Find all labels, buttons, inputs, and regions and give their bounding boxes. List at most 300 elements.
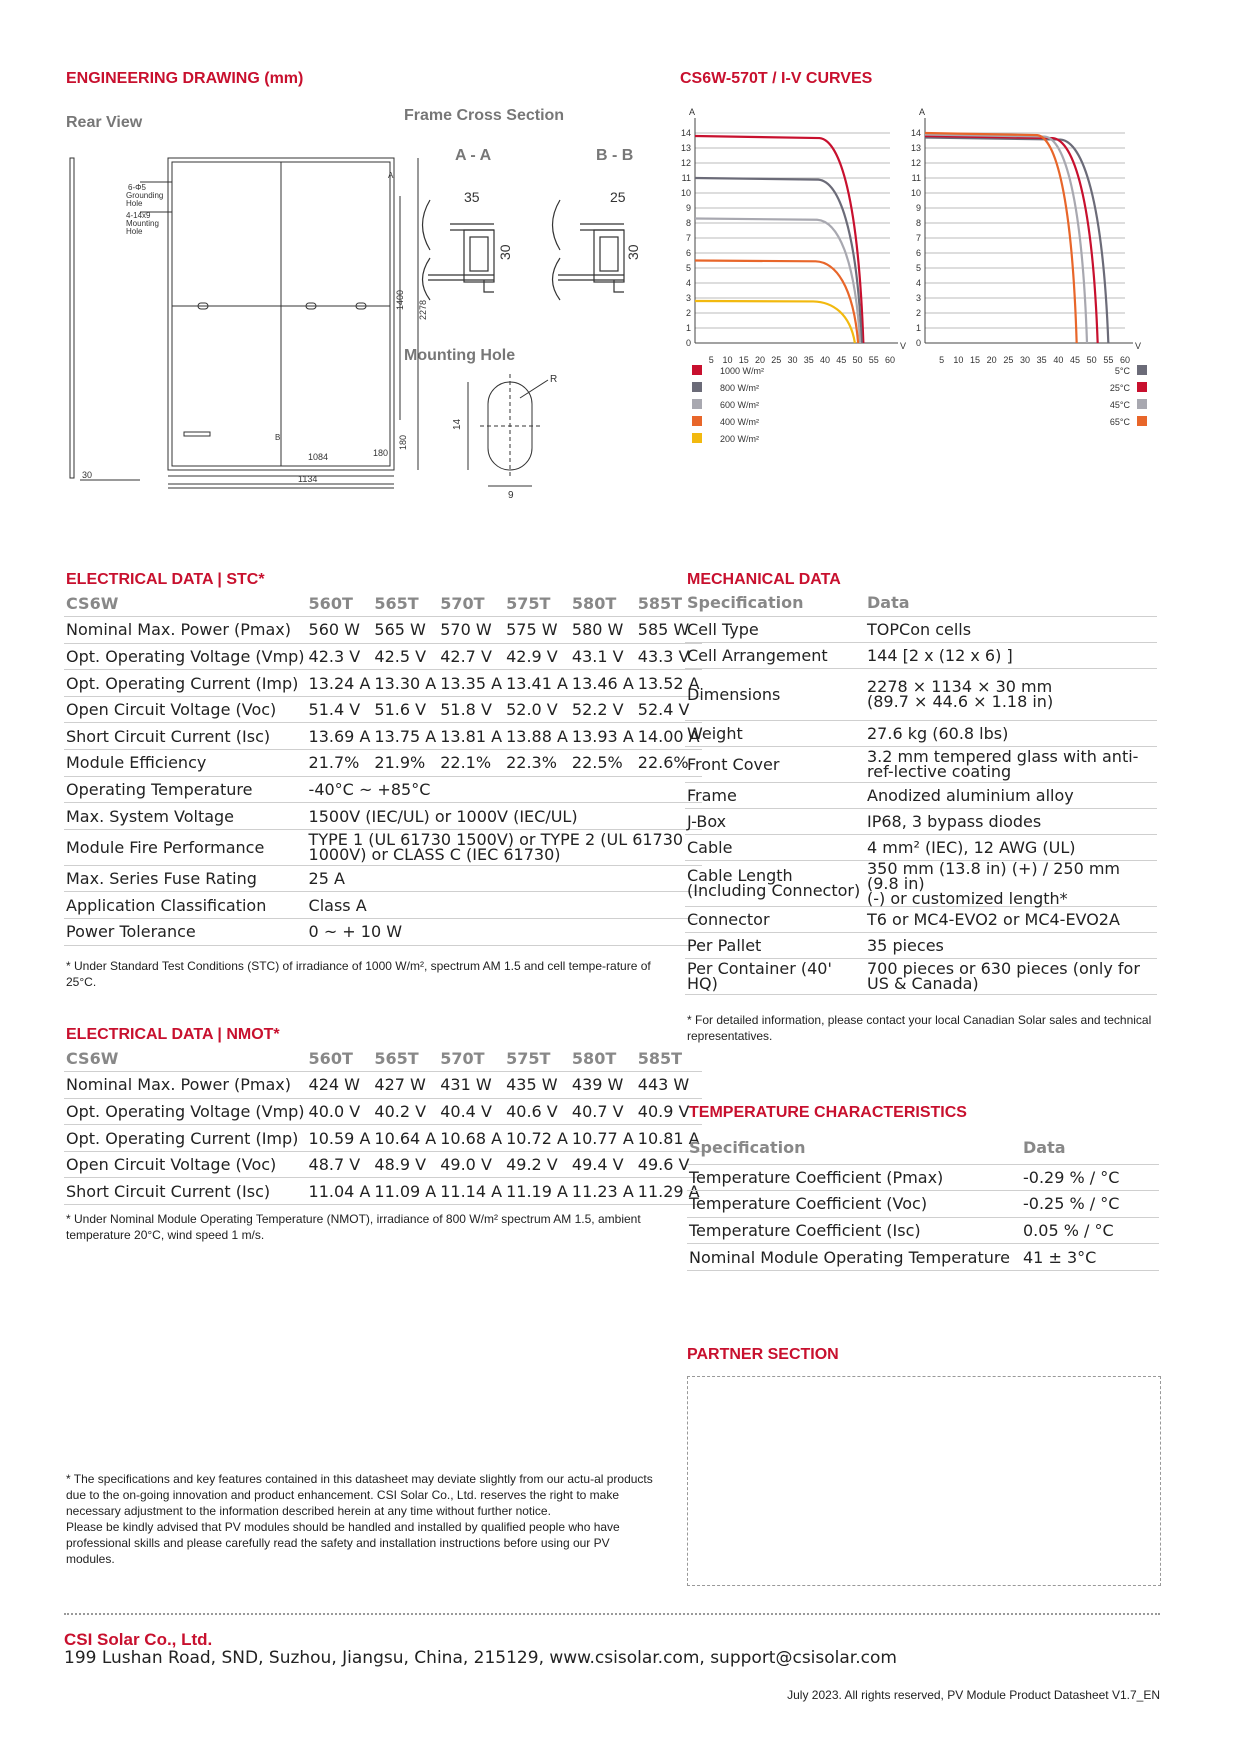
row-value: 42.3 V: [307, 643, 373, 670]
row-value: 40.2 V: [372, 1098, 438, 1125]
table-row: [685, 932, 1157, 958]
row-label: Application Classification: [64, 892, 307, 919]
header-cell: CS6W: [64, 1045, 307, 1072]
y-tick-label: 4: [915, 278, 921, 288]
x-tick-label: 40: [1053, 355, 1064, 365]
iv-curve: [695, 136, 863, 343]
row-value: 13.24 A: [307, 670, 373, 697]
row-value: 580 W: [570, 617, 636, 644]
y-tick-label: 4: [685, 278, 691, 288]
row-value: 43.3 V: [636, 643, 702, 670]
row-value: 10.68 A: [438, 1125, 504, 1152]
table-row: [64, 750, 702, 777]
row-value: 565 W: [372, 617, 438, 644]
iv-curve: [925, 136, 1098, 343]
partner-box: [687, 1376, 1161, 1586]
row-label: Connector: [685, 906, 865, 932]
elec-nmot-note: * Under Nominal Module Operating Temperature (NMOT), irradiance of 800 W/m² spectrum AM 1.5, ambient temperature 20°C, wind speed 1 m/s.: [66, 1212, 641, 1242]
row-label: Temperature Coefficient (Isc): [687, 1217, 1021, 1244]
y-tick-label: 8: [915, 218, 921, 228]
row-value: 49.2 V: [504, 1151, 570, 1178]
dim-180a: 180: [373, 448, 389, 458]
row-label: Module Efficiency: [64, 750, 307, 777]
y-tick-label: 3: [915, 293, 921, 303]
table-row: [64, 1125, 702, 1152]
x-tick-label: 25: [771, 355, 782, 365]
row-label: Short Circuit Current (Isc): [64, 723, 307, 750]
y-tick-label: 8: [685, 218, 691, 228]
x-tick-label: 40: [819, 355, 831, 365]
legend-swatch: [692, 365, 702, 375]
row-value: 13.41 A: [504, 670, 570, 697]
table-row: [687, 1164, 1159, 1191]
row-value: 13.75 A: [372, 723, 438, 750]
row-value: 3.2 mm tempered glass with anti-ref-lective coating: [865, 746, 1157, 782]
row-value: 22.5%: [570, 750, 636, 777]
x-tick-label: 25: [1003, 355, 1014, 365]
mh-height: 14: [452, 418, 463, 430]
table-row: [685, 782, 1157, 808]
y-tick-label: 0: [685, 338, 691, 348]
table-row: [64, 617, 702, 644]
header-cell: 565T: [372, 1045, 438, 1072]
row-label: Opt. Operating Current (Imp): [64, 670, 307, 697]
row-label: Dimensions: [685, 668, 865, 720]
x-tick-label: 50: [1086, 355, 1097, 365]
legend-label: 400 W/m²: [720, 417, 760, 427]
row-value: -0.25 % / °C: [1021, 1191, 1159, 1218]
dim-2278: 2278: [418, 299, 428, 320]
dim-1134: 1134: [298, 474, 318, 484]
table-row: [685, 860, 1157, 906]
iv-curve: [925, 135, 1087, 344]
mech-table: [685, 590, 1157, 995]
row-label: Per Pallet: [685, 932, 865, 958]
row-label: Cable: [685, 834, 865, 860]
row-value: 10.64 A: [372, 1125, 438, 1152]
x-tick-label: 10: [722, 355, 733, 365]
legend-swatch: [1137, 399, 1147, 409]
mh-width: 9: [508, 490, 514, 501]
x-tick-label: 5: [939, 355, 945, 365]
y-tick-label: 10: [910, 188, 921, 198]
row-label: Weight: [685, 720, 865, 746]
legend-label: 65°C: [1109, 417, 1130, 427]
y-tick-label: 12: [910, 158, 921, 168]
temp-table: [687, 1132, 1159, 1271]
legend-label: 800 W/m²: [720, 383, 760, 393]
row-label: Max. Series Fuse Rating: [64, 865, 307, 892]
row-value: 10.59 A: [307, 1125, 373, 1152]
y-tick-label: 10: [680, 188, 691, 198]
row-label: Opt. Operating Current (Imp): [64, 1125, 307, 1152]
y-tick-label: 5: [685, 263, 691, 273]
header-cell: 560T: [307, 1045, 373, 1072]
table-header-row: [685, 590, 1157, 616]
row-value: -40°C ~ +85°C: [307, 776, 702, 803]
row-value: 14.00 A: [636, 723, 702, 750]
x-tick-label: 15: [738, 355, 749, 365]
row-value: 439 W: [570, 1072, 636, 1099]
header-cell: 560T: [307, 590, 373, 617]
row-value: 2278 × 1134 × 30 mm (89.7 × 44.6 × 1.18 in): [865, 668, 1157, 720]
row-value: 1500V (IEC/UL) or 1000V (IEC/UL): [307, 803, 702, 830]
header-cell: 585T: [636, 590, 702, 617]
legend-swatch: [692, 382, 702, 392]
row-value: 40.6 V: [504, 1098, 570, 1125]
row-value: 48.9 V: [372, 1151, 438, 1178]
legend-label: 45°C: [1109, 400, 1130, 410]
dim-1400: 1400: [395, 289, 405, 310]
header-cell: Data: [1021, 1132, 1159, 1164]
bb-height: 30: [625, 244, 641, 260]
y-tick-label: 7: [685, 233, 691, 243]
row-label: Cable Length (Including Connector): [685, 860, 865, 906]
row-value: TYPE 1 (UL 61730 1500V) or TYPE 2 (UL 61730 1000V) or CLASS C (IEC 61730): [307, 829, 702, 865]
header-cell: Specification: [685, 590, 865, 616]
disclaimer: * The specifications and key features contained in this datasheet may deviate slightly from our actu-al products due to the on-going innovation and product enhancement. CSI Solar Co., Ltd. reserves the right to make necessary adjustment to the information described herein at any time without further notice. Please be kindly advised that PV modules should be handled and installed by qualified people who have professional skills and please carefully read the safety and installation instructions before using our PV modules.: [66, 1472, 653, 1566]
mounting-hole-note: 4-14x9 Mounting Hole: [126, 211, 159, 236]
y-tick-label: 13: [910, 143, 921, 153]
y-tick-label: 5: [915, 263, 921, 273]
y-tick-label: 0: [915, 338, 921, 348]
legend-label: 25°C: [1109, 383, 1130, 393]
mech-title: MECHANICAL DATA: [687, 571, 841, 588]
row-value: 22.6%: [636, 750, 702, 777]
row-label: Module Fire Performance: [64, 829, 307, 865]
row-value: 35 pieces: [865, 932, 1157, 958]
temp-title: TEMPERATURE CHARACTERISTICS: [689, 1104, 967, 1121]
row-value: 13.81 A: [438, 723, 504, 750]
row-value: 42.9 V: [504, 643, 570, 670]
x-tick-label: 30: [787, 355, 798, 365]
row-value: 25 A: [307, 865, 702, 892]
legend-label: 600 W/m²: [720, 400, 760, 410]
mh-radius: R: [550, 374, 558, 385]
table-row: [64, 1178, 702, 1205]
legend-swatch: [1137, 382, 1147, 392]
row-value: 10.72 A: [504, 1125, 570, 1152]
table-row: [685, 958, 1157, 994]
row-label: Front Cover: [685, 746, 865, 782]
row-value: 13.35 A: [438, 670, 504, 697]
table-row: [685, 616, 1157, 642]
row-value: 52.0 V: [504, 696, 570, 723]
row-value: 49.6 V: [636, 1151, 702, 1178]
row-value: 21.9%: [372, 750, 438, 777]
iv-curves-title: CS6W-570T / I-V CURVES: [680, 70, 873, 87]
legend-swatch: [692, 433, 702, 443]
row-value: 51.8 V: [438, 696, 504, 723]
elec-nmot-table: [64, 1045, 702, 1205]
row-value: 27.6 kg (60.8 lbs): [865, 720, 1157, 746]
table-row: [64, 696, 702, 723]
x-tick-label: 35: [1036, 355, 1047, 365]
rear-view-drawing: [60, 150, 428, 490]
row-value: 40.9 V: [636, 1098, 702, 1125]
x-axis-label: V: [900, 341, 907, 351]
header-cell: 565T: [372, 590, 438, 617]
row-label: J-Box: [685, 808, 865, 834]
row-value: 52.2 V: [570, 696, 636, 723]
table-row: [64, 892, 702, 919]
y-tick-label: 2: [685, 308, 691, 318]
y-tick-label: 14: [910, 128, 921, 138]
table-header-row: [64, 1045, 702, 1072]
y-axis-label: A: [919, 107, 926, 117]
header-cell: 585T: [636, 1045, 702, 1072]
row-value: 427 W: [372, 1072, 438, 1099]
iv-curves-chart: [670, 95, 1170, 495]
x-tick-label: 55: [1103, 355, 1114, 365]
row-label: Nominal Max. Power (Pmax): [64, 1072, 307, 1099]
y-tick-label: 11: [681, 173, 691, 183]
dim-1084: 1084: [308, 452, 329, 462]
row-value: 443 W: [636, 1072, 702, 1099]
table-row: [64, 803, 702, 830]
dim-30: 30: [82, 470, 93, 480]
table-row: [64, 1151, 702, 1178]
header-cell: 580T: [570, 590, 636, 617]
iv-curve: [695, 219, 860, 344]
row-label: Open Circuit Voltage (Voc): [64, 1151, 307, 1178]
row-label: Temperature Coefficient (Pmax): [687, 1164, 1021, 1191]
row-value: 13.88 A: [504, 723, 570, 750]
row-value: 13.52 A: [636, 670, 702, 697]
row-value: -0.29 % / °C: [1021, 1164, 1159, 1191]
row-label: Opt. Operating Voltage (Vmp): [64, 643, 307, 670]
table-row: [685, 906, 1157, 932]
row-value: 424 W: [307, 1072, 373, 1099]
row-value: 11.14 A: [438, 1178, 504, 1205]
x-tick-label: 35: [803, 355, 814, 365]
mounting-hole-drawing: [440, 370, 580, 500]
aa-width: 35: [464, 189, 480, 205]
x-tick-label: 5: [708, 355, 714, 365]
elec-stc-title: ELECTRICAL DATA | STC*: [66, 571, 265, 588]
partner-title: PARTNER SECTION: [687, 1346, 839, 1363]
header-cell: 570T: [438, 1045, 504, 1072]
rear-view-label: Rear View: [66, 114, 143, 131]
legend-swatch: [1137, 416, 1147, 426]
table-row: [64, 776, 702, 803]
header-cell: 575T: [504, 590, 570, 617]
legend-swatch: [692, 416, 702, 426]
row-value: 11.19 A: [504, 1178, 570, 1205]
cross-section-drawing: [410, 180, 670, 330]
x-tick-label: 60: [884, 355, 896, 365]
y-tick-label: 9: [685, 203, 691, 213]
row-value: 10.77 A: [570, 1125, 636, 1152]
legend-label: 5°C: [1114, 366, 1130, 376]
row-value: 11.23 A: [570, 1178, 636, 1205]
row-value: 570 W: [438, 617, 504, 644]
table-row: [64, 829, 702, 865]
row-value: 49.4 V: [570, 1151, 636, 1178]
y-tick-label: 14: [680, 128, 691, 138]
table-row: [64, 1098, 702, 1125]
row-value: 144 [2 x (12 x 6) ]: [865, 642, 1157, 668]
table-row: [64, 1072, 702, 1099]
y-tick-label: 9: [915, 203, 921, 213]
mounting-hole-label: Mounting Hole: [404, 347, 516, 364]
row-value: 13.69 A: [307, 723, 373, 750]
label-b: B: [275, 433, 281, 442]
x-tick-label: 10: [953, 355, 964, 365]
row-label: Open Circuit Voltage (Voc): [64, 696, 307, 723]
footer-divider: [64, 1613, 1160, 1615]
grounding-hole-note: 6-Φ5 Grounding Hole: [126, 183, 164, 208]
x-axis-label: V: [1135, 341, 1142, 351]
row-label: Cell Arrangement: [685, 642, 865, 668]
row-value: 42.5 V: [372, 643, 438, 670]
row-label: Short Circuit Current (Isc): [64, 1178, 307, 1205]
row-value: 52.4 V: [636, 696, 702, 723]
header-cell: 580T: [570, 1045, 636, 1072]
row-label: Power Tolerance: [64, 919, 307, 946]
row-value: Anodized aluminium alloy: [865, 782, 1157, 808]
x-tick-label: 45: [836, 355, 847, 365]
y-tick-label: 1: [915, 323, 921, 333]
table-row: [685, 642, 1157, 668]
row-value: 11.29 A: [636, 1178, 702, 1205]
y-tick-label: 3: [685, 293, 691, 303]
row-value: 11.09 A: [372, 1178, 438, 1205]
header-cell: 575T: [504, 1045, 570, 1072]
table-row: [685, 668, 1157, 720]
frame-cross-section-label: Frame Cross Section: [404, 107, 565, 124]
row-value: 11.04 A: [307, 1178, 373, 1205]
table-row: [64, 643, 702, 670]
row-value: 575 W: [504, 617, 570, 644]
row-value: 49.0 V: [438, 1151, 504, 1178]
row-value: T6 or MC4-EVO2 or MC4-EVO2A: [865, 906, 1157, 932]
row-label: Frame: [685, 782, 865, 808]
row-value: 40.0 V: [307, 1098, 373, 1125]
aa-height: 30: [497, 244, 513, 260]
row-value: 42.7 V: [438, 643, 504, 670]
header-cell: CS6W: [64, 590, 307, 617]
row-value: 350 mm (13.8 in) (+) / 250 mm (9.8 in) (-) or customized length*: [865, 860, 1157, 906]
row-value: TOPCon cells: [865, 616, 1157, 642]
table-row: [685, 746, 1157, 782]
y-axis-label: A: [689, 107, 696, 117]
row-value: Class A: [307, 892, 702, 919]
elec-stc-note: * Under Standard Test Conditions (STC) of irradiance of 1000 W/m², spectrum AM 1.5 and cell tempe-rature of 25°C.: [66, 959, 651, 989]
row-value: 51.4 V: [307, 696, 373, 723]
x-tick-label: 45: [1069, 355, 1081, 365]
table-header-row: [687, 1132, 1159, 1164]
row-label: Opt. Operating Voltage (Vmp): [64, 1098, 307, 1125]
row-value: 22.1%: [438, 750, 504, 777]
side-frame: [70, 158, 74, 478]
elec-stc-table: [64, 590, 702, 946]
footer-address: 199 Lushan Road, SND, Suzhou, Jiangsu, China, 215129, www.csisolar.com, support@csisolar.com: [64, 1648, 897, 1668]
table-row: [685, 808, 1157, 834]
section-bb-label: B - B: [596, 147, 634, 164]
header-cell: Data: [865, 590, 1157, 616]
y-tick-label: 6: [915, 248, 921, 258]
x-tick-label: 50: [852, 355, 863, 365]
row-value: 435 W: [504, 1072, 570, 1099]
row-value: 40.7 V: [570, 1098, 636, 1125]
x-tick-label: 20: [986, 355, 997, 365]
x-tick-label: 20: [754, 355, 766, 365]
row-value: 51.6 V: [372, 696, 438, 723]
footer-company: CSI Solar Co., Ltd.: [64, 1630, 213, 1649]
row-label: Max. System Voltage: [64, 803, 307, 830]
row-value: 0 ~ + 10 W: [307, 919, 702, 946]
row-value: 10.81 A: [636, 1125, 702, 1152]
legend-swatch: [1137, 365, 1147, 375]
row-value: 700 pieces or 630 pieces (only for US & Canada): [865, 958, 1157, 994]
legend-label: 200 W/m²: [720, 434, 760, 444]
y-tick-label: 13: [680, 143, 691, 153]
table-row: [687, 1191, 1159, 1218]
row-value: 22.3%: [504, 750, 570, 777]
table-row: [685, 720, 1157, 746]
table-row: [687, 1244, 1159, 1271]
y-tick-label: 12: [680, 158, 691, 168]
engineering-drawing-title: ENGINEERING DRAWING (mm): [66, 70, 304, 87]
y-tick-label: 6: [685, 248, 691, 258]
row-value: 560 W: [307, 617, 373, 644]
row-value: IP68, 3 bypass diodes: [865, 808, 1157, 834]
y-tick-label: 7: [915, 233, 921, 243]
iv-curve: [695, 301, 855, 343]
table-row: [685, 834, 1157, 860]
x-tick-label: 15: [969, 355, 981, 365]
mech-note: * For detailed information, please contact your local Canadian Solar sales and technical representatives.: [687, 1013, 1152, 1043]
legend-label: 1000 W/m²: [720, 366, 765, 376]
y-tick-label: 2: [915, 308, 921, 318]
x-tick-label: 30: [1019, 355, 1031, 365]
row-label: Temperature Coefficient (Voc): [687, 1191, 1021, 1218]
row-value: 0.05 % / °C: [1021, 1217, 1159, 1244]
y-tick-label: 11: [911, 173, 921, 183]
row-value: 13.46 A: [570, 670, 636, 697]
row-value: 13.30 A: [372, 670, 438, 697]
table-row: [687, 1217, 1159, 1244]
legend-swatch: [692, 399, 702, 409]
row-value: 431 W: [438, 1072, 504, 1099]
row-value: 4 mm² (IEC), 12 AWG (UL): [865, 834, 1157, 860]
table-row: [64, 670, 702, 697]
row-label: Nominal Module Operating Temperature: [687, 1244, 1021, 1271]
row-label: Cell Type: [685, 616, 865, 642]
row-value: 41 ± 3°C: [1021, 1244, 1159, 1271]
header-cell: 570T: [438, 590, 504, 617]
row-label: Operating Temperature: [64, 776, 307, 803]
elec-nmot-title: ELECTRICAL DATA | NMOT*: [66, 1026, 280, 1043]
row-value: 40.4 V: [438, 1098, 504, 1125]
row-value: 13.93 A: [570, 723, 636, 750]
row-label: Nominal Max. Power (Pmax): [64, 617, 307, 644]
section-aa-label: A - A: [455, 147, 492, 164]
row-value: 48.7 V: [307, 1151, 373, 1178]
row-value: 21.7%: [307, 750, 373, 777]
footer-copyright: July 2023. All rights reserved, PV Module Product Datasheet V1.7_EN: [787, 1688, 1160, 1702]
row-value: 585 W: [636, 617, 702, 644]
header-cell: Specification: [687, 1132, 1021, 1164]
table-row: [64, 723, 702, 750]
x-tick-label: 55: [868, 355, 879, 365]
row-label: Per Container (40' HQ): [685, 958, 865, 994]
dim-180b: 180: [398, 434, 408, 450]
table-header-row: [64, 590, 702, 617]
y-tick-label: 1: [685, 323, 691, 333]
label-a: A: [388, 171, 394, 180]
